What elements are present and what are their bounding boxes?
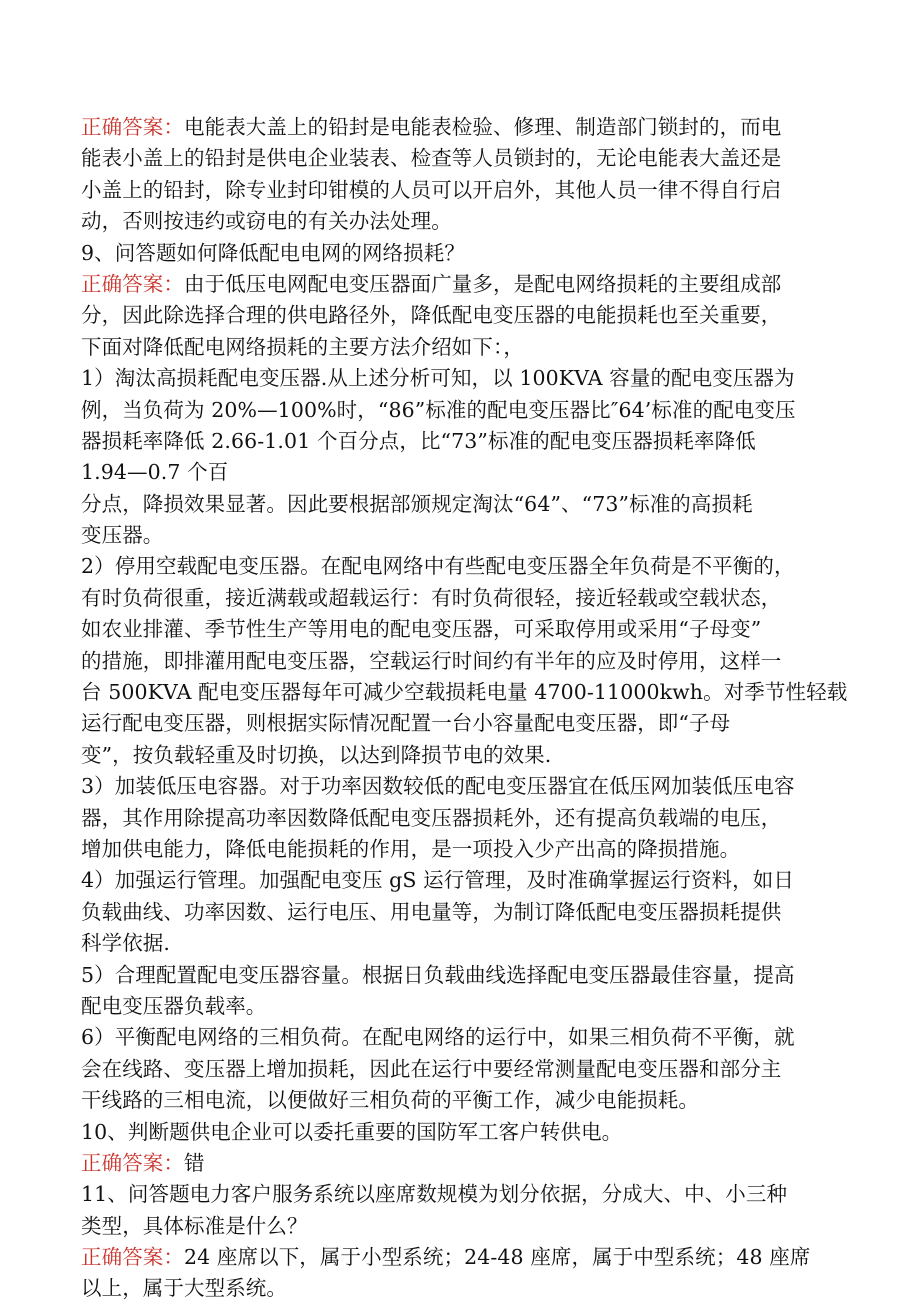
answer-label: 正确答案：: [81, 115, 184, 139]
line-text: 有时负荷很重，接近满载或超载运行：有时负荷很轻，接近轻载或空载状态，: [81, 585, 782, 610]
text-line: [81, 897, 831, 928]
answer-label: 正确答案：: [81, 1245, 184, 1270]
line-text: 变”，按负载轻重及时切换，以达到降损节电的效果.: [81, 742, 552, 767]
text-line: [81, 1242, 831, 1273]
answer-label: 正确答案：: [81, 1150, 184, 1175]
text-line: [81, 803, 831, 834]
line-text: 10、判断题供电企业可以委托重要的国防军工客户转供电。: [81, 1119, 623, 1144]
text-line: [81, 614, 831, 645]
line-text: 类型，具体标准是什么？: [81, 1213, 308, 1238]
text-line: [81, 238, 831, 269]
text-line: [81, 1211, 831, 1242]
text-line: [81, 677, 848, 708]
text-line: [81, 551, 831, 582]
text-line: [81, 395, 831, 426]
text-line: [81, 740, 831, 771]
line-text: 变压器。: [81, 523, 164, 548]
text-line: [81, 175, 831, 206]
line-text: 错: [184, 1150, 205, 1175]
line-text: 运行配电变压器，则根据实际情况配置一台小容量配电变压器，即“子母: [81, 711, 731, 736]
text-line: [81, 1179, 831, 1210]
line-text: 以上，属于大型系统。: [81, 1276, 287, 1301]
line-text: 动，否则按违约或窃电的有关办法处理。: [81, 209, 452, 234]
line-text: 台 500KVA 配电变压器每年可减少空载损耗电量 4700-11000kwh。对季节性轻载: [81, 680, 848, 705]
line-text: 1）淘汰高损耗配电变压器.从上述分析可知，以 100KVA 容量的配电变压器为: [81, 366, 795, 391]
text-line: [81, 520, 831, 551]
line-text: 9、问答题如何降低配电电网的网络损耗？: [81, 240, 465, 265]
text-line: [81, 865, 831, 896]
line-text: 小盖上的铅封，除专业封印钳模的人员可以开启外，其他人员一律不得自行启: [81, 177, 782, 202]
text-line: [81, 1085, 831, 1116]
line-text: 分，因此除选择合理的供电路径外，降低配电变压器的电能损耗也至关重要，: [81, 303, 782, 328]
line-text: 干线路的三相电流，以便做好三相负荷的平衡工作，减少电能损耗。: [81, 1088, 699, 1113]
text-line: [81, 583, 831, 614]
line-text: 下面对降低配电网络损耗的主要方法介绍如下：，: [81, 334, 524, 359]
text-line: [81, 1022, 831, 1053]
text-line: [81, 708, 831, 739]
line-text: 例，当负荷为 20%—100%时，“86”标准的配电变压器比″64’标准的配电变压: [81, 397, 796, 422]
text-line: [81, 426, 831, 457]
text-line: [81, 834, 831, 865]
line-text: 负载曲线、功率因数、运行电压、用电量等，为制订降低配电变压器损耗提供: [81, 899, 782, 924]
text-line: [81, 332, 831, 363]
line-text: 电能表大盖上的铅封是电能表检验、修理、制造部门锁封的，而电: [184, 115, 782, 139]
text-line: [81, 300, 831, 331]
text-line: [81, 928, 831, 959]
text-line: [81, 489, 831, 520]
text-line: [81, 363, 831, 394]
line-text: 器损耗率降低 2.66-1.01 个百分点，比“73”标准的配电变压器损耗率降低: [81, 428, 756, 453]
document-body: [81, 112, 848, 1305]
text-line: [81, 1117, 831, 1148]
line-text: 增加供电能力，降低电能损耗的作用，是一项投入少产出高的降损措施。: [81, 836, 741, 861]
line-text: 的措施，即排灌用配电变压器，空载运行时间约有半年的应及时停用，这样一: [81, 648, 782, 673]
line-text: 如农业排灌、季节性生产等用电的配电变压器，可采取停用或采用“子母变”: [81, 617, 762, 642]
line-text: 24 座席以下，属于小型系统；24-48 座席，属于中型系统；48 座席: [184, 1245, 811, 1270]
text-line: [81, 1273, 831, 1304]
line-text: 器，其作用除提高功率因数降低配电变压器损耗外，还有提高负载端的电压，: [81, 805, 782, 830]
text-line: [81, 457, 831, 488]
text-line: [81, 960, 831, 991]
line-text: 5）合理配置配电变压器容量。根据日负载曲线选择配电变压器最佳容量，提高: [81, 962, 795, 987]
line-text: 分点，降损效果显著。因此要根据部颁规定淘汰“64”、“73”标准的高损耗: [81, 491, 753, 516]
text-line: [81, 269, 831, 300]
text-line: [81, 1148, 831, 1179]
line-text: 6）平衡配电网络的三相负荷。在配电网络的运行中，如果三相负荷不平衡，就: [81, 1025, 795, 1050]
text-line: [81, 1054, 831, 1085]
text-line: [81, 646, 831, 677]
line-text: 2）停用空载配电变压器。在配电网络中有些配电变压器全年负荷是不平衡的，: [81, 554, 795, 579]
text-line: [81, 206, 831, 237]
text-line: [81, 112, 831, 143]
line-text: 科学依据.: [81, 931, 171, 956]
line-text: 11、问答题电力客户服务系统以座席数规模为划分依据，分成大、中、小三种: [81, 1182, 788, 1207]
text-line: [81, 771, 831, 802]
line-text: 会在线路、变压器上增加损耗，因此在运行中要经常测量配电变压器和部分主: [81, 1056, 782, 1081]
line-text: 由于低压电网配电变压器面广量多，是配电网络损耗的主要组成部: [184, 271, 782, 296]
line-text: 配电变压器负载率。: [81, 993, 267, 1018]
answer-label: 正确答案：: [81, 271, 184, 296]
line-text: 4）加强运行管理。加强配电变压 gS 运行管理，及时准确掌握运行资料，如日: [81, 868, 794, 893]
text-line: [81, 143, 831, 174]
line-text: 1.94—0.7 个百: [81, 460, 229, 485]
line-text: 能表小盖上的铅封是供电企业装表、检查等人员锁封的，无论电能表大盖还是: [81, 146, 782, 171]
text-line: [81, 991, 831, 1022]
line-text: 3）加装低压电容器。对于功率因数较低的配电变压器宜在低压网加装低压电容: [81, 774, 795, 799]
